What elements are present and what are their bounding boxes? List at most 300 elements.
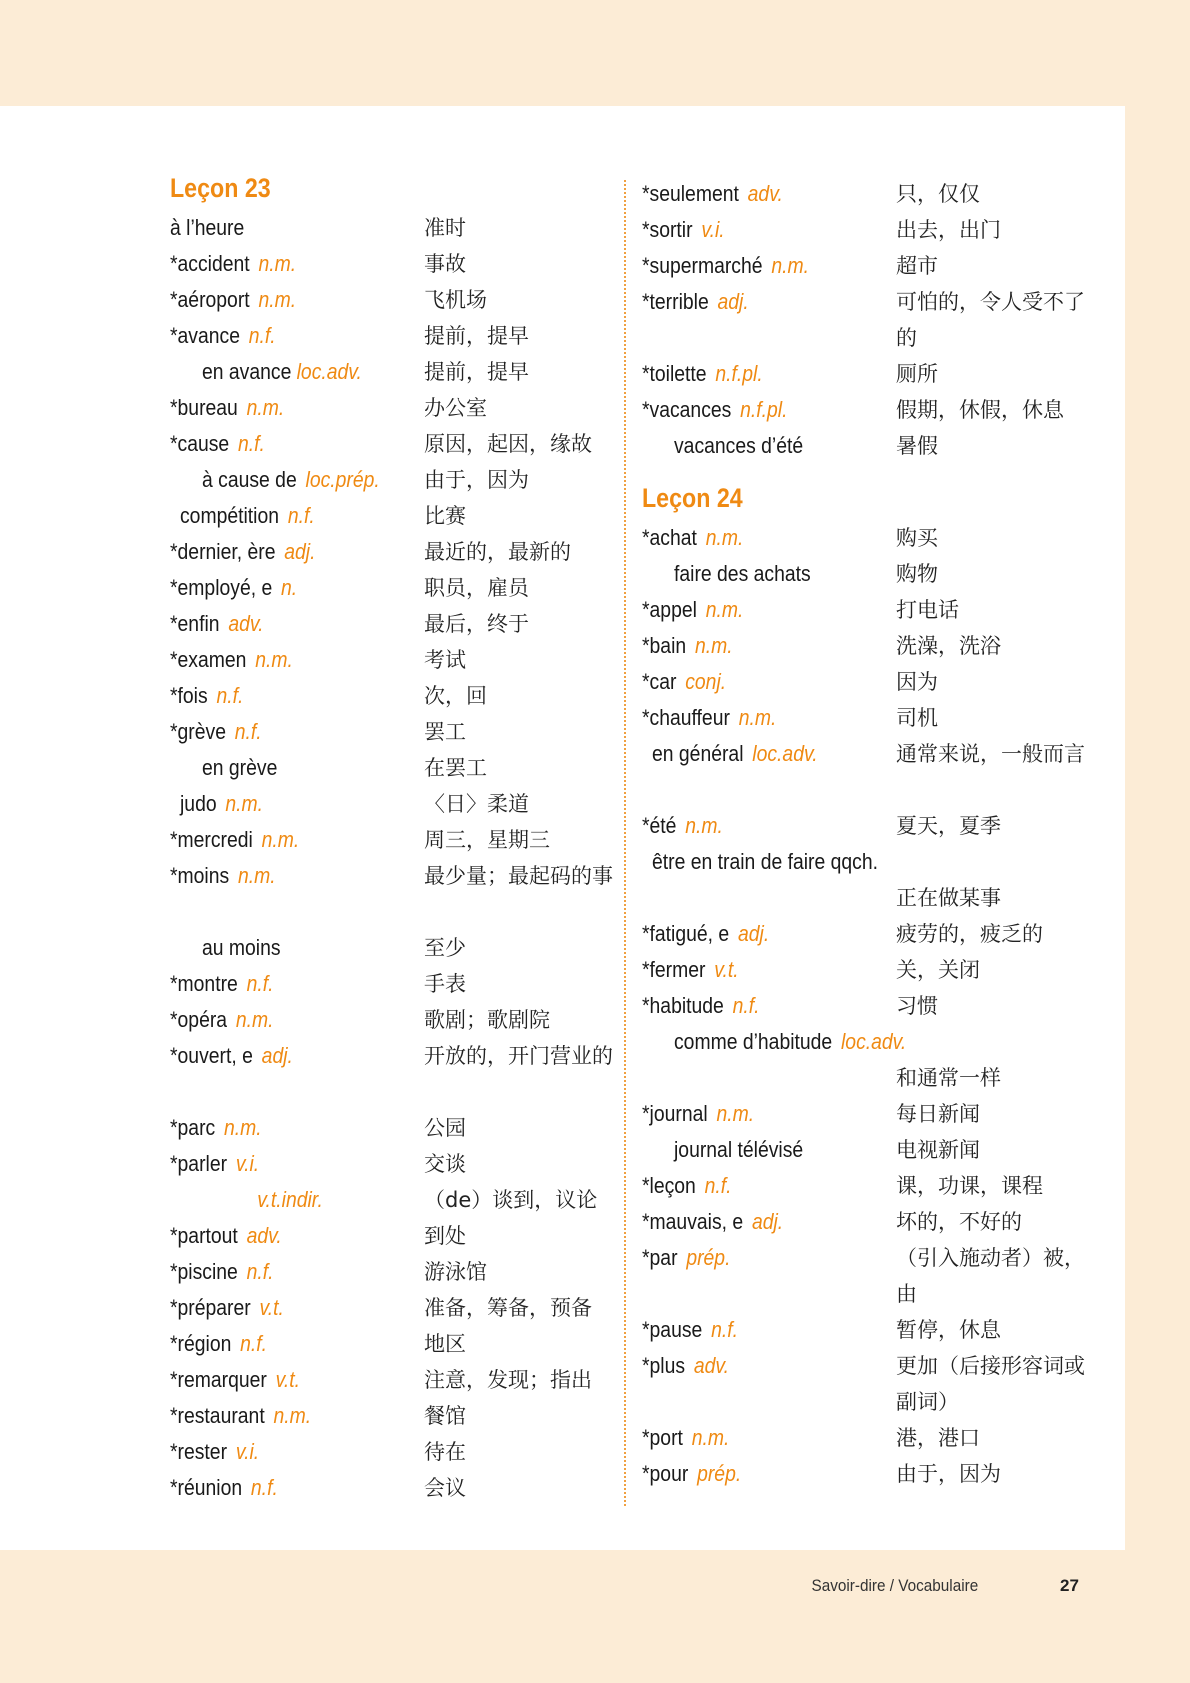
headword: *aéroport	[170, 287, 250, 312]
vocab-entry	[170, 606, 610, 642]
chinese-translation: 暑假	[896, 434, 938, 458]
footer-section-label: Savoir-dire / Vocabulaire	[811, 1576, 978, 1595]
chinese-translation: 最近的，最新的	[424, 540, 571, 564]
chinese-translation: 关，关闭	[896, 958, 980, 982]
vocab-entry	[170, 786, 610, 822]
vocab-entry	[642, 248, 1092, 284]
french-term	[642, 212, 725, 248]
vocab-entry	[642, 736, 1092, 808]
chinese-translation: 暂停，休息	[896, 1318, 1001, 1342]
chinese-translation: 只，仅仅	[896, 182, 980, 206]
chinese-translation: 歌剧；歌剧院	[424, 1008, 550, 1032]
grammar-tag: v.t.	[714, 957, 739, 982]
grammar-tag: v.t.	[259, 1295, 284, 1320]
grammar-tag: n.f.	[246, 1259, 274, 1284]
vocab-entry	[642, 664, 1092, 700]
grammar-tag: n.m.	[237, 863, 276, 888]
vocab-entry	[642, 392, 1092, 428]
chinese-translation: 超市	[896, 254, 938, 278]
grammar-tag: n.m.	[261, 827, 300, 852]
headword: *plus	[642, 1353, 686, 1378]
left-column	[170, 170, 613, 1506]
vocab-entry	[642, 700, 1092, 736]
chinese-translation: 至少	[424, 936, 466, 960]
grammar-tag: n.f.	[246, 971, 274, 996]
grammar-tag: adj.	[261, 1043, 293, 1068]
vocab-entry	[642, 844, 1092, 916]
headword: être en train de faire qqch.	[652, 849, 879, 874]
french-term	[170, 1146, 259, 1182]
grammar-tag: loc.prép.	[305, 467, 380, 492]
grammar-tag: n.m.	[705, 597, 744, 622]
headword: vacances d’été	[674, 433, 804, 458]
headword: en général	[652, 741, 744, 766]
headword: *avance	[170, 323, 240, 348]
vocab-entry	[170, 1398, 610, 1434]
chinese-translation: 洗澡，洗浴	[896, 634, 1001, 658]
grammar-tag: loc.adv.	[841, 1029, 907, 1054]
grammar-tag: adv.	[228, 611, 264, 636]
chinese-translation: 会议	[424, 1476, 466, 1500]
french-term	[170, 1218, 282, 1254]
headword: à l’heure	[170, 215, 245, 240]
grammar-tag: prép.	[686, 1245, 731, 1270]
chinese-translation: 最后，终于	[424, 612, 529, 636]
vocab-entry	[170, 930, 610, 966]
grammar-tag: v.t.	[275, 1367, 301, 1392]
grammar-tag: loc.adv.	[752, 741, 818, 766]
headword: *mauvais, e	[642, 1209, 744, 1234]
headword: *région	[170, 1331, 232, 1356]
headword: *appel	[642, 597, 697, 622]
french-term	[170, 1038, 293, 1074]
vocab-entry	[170, 858, 613, 930]
vocab-entry	[170, 1182, 610, 1218]
headword: *parler	[170, 1151, 228, 1176]
french-term	[642, 356, 763, 392]
chinese-translation: 〈日〉柔道	[424, 792, 529, 816]
grammar-tag: n.m.	[258, 287, 297, 312]
french-term	[642, 1240, 730, 1276]
headword: *restaurant	[170, 1403, 265, 1428]
headword: *partout	[170, 1223, 238, 1248]
chinese-translation: 由于，因为	[896, 1462, 1001, 1486]
french-term	[170, 678, 243, 714]
grammar-tag: v.t.indir.	[257, 1187, 323, 1212]
headword: *examen	[170, 647, 247, 672]
headword: *fois	[170, 683, 208, 708]
chinese-translation: 提前，提早	[424, 324, 529, 348]
french-term	[642, 664, 726, 700]
chinese-translation: 手表	[424, 972, 466, 996]
chinese-translation: 购买	[896, 526, 938, 550]
grammar-tag: v.i.	[235, 1151, 260, 1176]
chinese-translation: 办公室	[424, 396, 487, 420]
french-term	[642, 248, 809, 284]
french-term	[642, 952, 739, 988]
vocab-entry	[642, 1348, 1092, 1420]
headword: *chauffeur	[642, 705, 730, 730]
headword: *accident	[170, 251, 250, 276]
french-term	[642, 988, 760, 1024]
headword: *terrible	[642, 289, 709, 314]
french-term	[642, 592, 743, 628]
chinese-translation: 公园	[424, 1116, 466, 1140]
grammar-tag: adj.	[717, 289, 749, 314]
headword: *car	[642, 669, 677, 694]
grammar-tag: n.m.	[691, 1425, 730, 1450]
vocab-entry	[170, 1434, 610, 1470]
grammar-tag: n.f.pl.	[740, 397, 788, 422]
french-term	[642, 808, 723, 844]
french-term	[170, 714, 262, 750]
vocab-entry	[642, 1132, 1092, 1168]
french-term	[170, 642, 293, 678]
french-term	[170, 570, 297, 606]
chinese-translation: 每日新闻	[896, 1102, 980, 1126]
chinese-translation: 正在做某事	[896, 886, 1001, 910]
grammar-tag: v.i.	[235, 1439, 260, 1464]
french-term	[202, 354, 362, 390]
vocab-entry	[642, 1240, 1092, 1312]
headword: *supermarché	[642, 253, 763, 278]
chinese-translation: 假期，休假，休息	[896, 398, 1064, 422]
headword: *montre	[170, 971, 238, 996]
grammar-tag: adj.	[751, 1209, 784, 1234]
headword: *rester	[170, 1439, 228, 1464]
french-term	[170, 1470, 278, 1506]
vocab-entry	[170, 1326, 610, 1362]
vocab-entry	[170, 1290, 610, 1326]
vocab-entry	[170, 678, 610, 714]
french-term	[170, 534, 316, 570]
french-term	[642, 1348, 729, 1384]
vocab-entry	[642, 1420, 1092, 1456]
headword: *opéra	[170, 1007, 228, 1032]
chinese-translation: 港，港口	[896, 1426, 980, 1450]
vocab-entry	[170, 390, 610, 426]
chinese-translation: 周三，星期三	[424, 828, 550, 852]
headword: *habitude	[642, 993, 724, 1018]
headword: *bureau	[170, 395, 238, 420]
grammar-tag: n.f.	[250, 1475, 278, 1500]
french-term	[170, 426, 265, 462]
french-term	[642, 1204, 783, 1240]
grammar-tag: n.m.	[235, 1007, 274, 1032]
vocab-entry	[170, 426, 610, 462]
chinese-translation: 通常来说，一般而言	[896, 742, 1085, 766]
french-term	[170, 1362, 300, 1398]
vocab-entry	[642, 808, 1092, 844]
french-term	[642, 1096, 754, 1132]
french-term	[180, 498, 315, 534]
vocab-entry	[642, 916, 1092, 952]
grammar-tag: n.m.	[738, 705, 777, 730]
chinese-translation: 司机	[896, 706, 938, 730]
grammar-tag: n.f.	[238, 431, 265, 456]
french-term	[642, 1420, 729, 1456]
vocab-entry	[642, 1456, 1092, 1492]
chinese-translation: 职员，雇员	[424, 576, 529, 600]
french-term	[170, 606, 263, 642]
headword: faire des achats	[674, 561, 811, 586]
headword: *pour	[642, 1461, 689, 1486]
chinese-translation: 厕所	[896, 362, 938, 386]
vocab-entry	[642, 284, 1092, 356]
chinese-translation: （de）谈到，议论	[424, 1188, 598, 1212]
vocab-entry	[170, 282, 610, 318]
chinese-translation: 疲劳的，疲乏的	[896, 922, 1043, 946]
grammar-tag: n.m.	[694, 633, 733, 658]
chinese-translation: 最少量；最起码的事	[424, 864, 613, 888]
chinese-translation: 考试	[424, 648, 466, 672]
chinese-translation: 比赛	[424, 504, 466, 528]
vocab-entry	[170, 462, 610, 498]
vocab-entry	[642, 1024, 1092, 1096]
lesson-23-word-list-continued	[642, 176, 1092, 464]
french-term	[674, 428, 803, 464]
french-term	[642, 1456, 741, 1492]
headword: *préparer	[170, 1295, 251, 1320]
french-term	[642, 392, 787, 428]
vocab-entry	[642, 1204, 1092, 1240]
french-term	[170, 390, 284, 426]
grammar-tag: n.f.pl.	[715, 361, 763, 386]
headword: *cause	[170, 431, 230, 456]
vocab-entry	[170, 498, 610, 534]
vocab-entry	[642, 1168, 1092, 1204]
french-term	[170, 1290, 284, 1326]
french-term	[642, 176, 783, 212]
vocab-entry	[170, 1362, 610, 1398]
headword: *dernier, ère	[170, 539, 276, 564]
page-number: 27	[1060, 1576, 1079, 1595]
headword: *mercredi	[170, 827, 253, 852]
french-term	[642, 628, 733, 664]
chinese-translation: 次，回	[424, 684, 487, 708]
chinese-translation: 可怕的，令人受不了的	[896, 290, 1085, 350]
vocab-entry	[170, 246, 610, 282]
vocab-entry	[170, 354, 610, 390]
grammar-tag: n.m.	[258, 251, 297, 276]
chinese-translation: 提前，提早	[424, 360, 529, 384]
vocab-entry	[170, 1146, 610, 1182]
headword: *été	[642, 813, 677, 838]
chinese-translation: 餐馆	[424, 1404, 466, 1428]
vocab-entry	[642, 356, 1092, 392]
french-term	[202, 750, 277, 786]
french-term	[202, 930, 281, 966]
headword: *fatigué, e	[642, 921, 730, 946]
headword: *leçon	[642, 1173, 696, 1198]
grammar-tag: conj.	[685, 669, 727, 694]
headword: *vacances	[642, 397, 732, 422]
vocab-entry	[170, 1110, 610, 1146]
vocab-entry	[642, 952, 1092, 988]
vocab-entry	[170, 1470, 610, 1506]
chinese-translation: 更加（后接形容词或副词）	[896, 1354, 1085, 1414]
grammar-tag: n.m.	[771, 253, 809, 278]
grammar-tag: n.m.	[223, 1115, 262, 1140]
chinese-translation: 电视新闻	[896, 1138, 980, 1162]
french-term	[170, 210, 244, 246]
column-divider	[624, 180, 626, 1506]
vocab-entry	[170, 318, 610, 354]
vocab-entry	[170, 1002, 610, 1038]
vocab-entry	[642, 556, 1092, 592]
lesson-24-word-list	[642, 520, 1092, 1492]
headword: *journal	[642, 1101, 708, 1126]
vocab-entry	[642, 212, 1092, 248]
french-term	[170, 966, 274, 1002]
grammar-tag: n.f.	[287, 503, 315, 528]
vocab-entry	[170, 1038, 613, 1110]
vocab-entry	[170, 570, 610, 606]
grammar-tag: loc.adv.	[296, 359, 362, 384]
chinese-translation: 购物	[896, 562, 938, 586]
chinese-translation: 和通常一样	[896, 1066, 1001, 1090]
headword: journal télévisé	[674, 1137, 804, 1162]
french-term	[170, 1002, 274, 1038]
chinese-translation: 原因，起因，缘故	[424, 432, 592, 456]
right-column	[642, 176, 1092, 1492]
french-term	[170, 822, 299, 858]
grammar-tag: adv.	[246, 1223, 282, 1248]
headword: *bain	[642, 633, 687, 658]
headword: *achat	[642, 525, 697, 550]
vocab-entry	[170, 714, 610, 750]
grammar-tag: n.f.	[248, 323, 276, 348]
french-term	[170, 1254, 274, 1290]
chinese-translation: 由于，因为	[424, 468, 529, 492]
vocab-entry	[170, 750, 610, 786]
grammar-tag: adj.	[284, 539, 316, 564]
french-term	[170, 282, 296, 318]
grammar-tag: adv.	[693, 1353, 730, 1378]
vocab-entry	[642, 1312, 1092, 1348]
vocab-entry	[642, 1096, 1092, 1132]
headword: *ouvert, e	[170, 1043, 253, 1068]
headword: *toilette	[642, 361, 707, 386]
french-term	[170, 318, 276, 354]
headword: *pause	[642, 1317, 703, 1342]
french-term	[170, 1110, 262, 1146]
grammar-tag: v.i.	[701, 217, 725, 242]
vocab-entry	[642, 520, 1092, 556]
chinese-translation: 准时	[424, 216, 466, 240]
french-term	[674, 556, 811, 592]
lesson-24-title: Leçon 24	[642, 483, 743, 513]
chinese-translation: 注意，发现；指出	[424, 1368, 592, 1392]
headword: *enfin	[170, 611, 220, 636]
headword: judo	[180, 791, 217, 816]
grammar-tag: n.m.	[705, 525, 744, 550]
headword: *port	[642, 1425, 683, 1450]
vocab-entry	[642, 176, 1092, 212]
vocab-entry	[170, 1218, 610, 1254]
chinese-translation: 游泳馆	[424, 1260, 487, 1284]
headword: comme d’habitude	[674, 1029, 833, 1054]
vocab-entry	[170, 966, 610, 1002]
headword: au moins	[202, 935, 281, 960]
french-term	[642, 520, 743, 556]
vocab-entry	[642, 628, 1092, 664]
french-term	[170, 1398, 311, 1434]
french-term	[674, 1132, 803, 1168]
vocab-entry	[170, 1254, 610, 1290]
vocab-entry	[170, 210, 610, 246]
headword: *par	[642, 1245, 678, 1270]
headword: à cause de	[202, 467, 297, 492]
headword: *parc	[170, 1115, 216, 1140]
chinese-translation: 地区	[424, 1332, 466, 1356]
grammar-tag: n.f.	[240, 1331, 268, 1356]
chinese-translation: （引入施动者）被，由	[896, 1246, 1085, 1306]
french-term	[652, 844, 878, 880]
chinese-translation: 交谈	[424, 1152, 466, 1176]
french-term	[170, 1434, 259, 1470]
headword: *remarquer	[170, 1367, 267, 1392]
french-term	[170, 246, 296, 282]
chinese-translation: 打电话	[896, 598, 959, 622]
french-term	[674, 1024, 906, 1060]
chinese-translation: 习惯	[896, 994, 938, 1018]
grammar-tag: n.m.	[246, 395, 285, 420]
chinese-translation: 待在	[424, 1440, 466, 1464]
chinese-translation: 因为	[896, 670, 938, 694]
grammar-tag: adv.	[747, 181, 783, 206]
chinese-translation: 坏的，不好的	[896, 1210, 1022, 1234]
grammar-tag: adj.	[737, 921, 770, 946]
headword: *piscine	[170, 1259, 238, 1284]
grammar-tag: n.f.	[732, 993, 760, 1018]
chinese-translation: 开放的，开门营业的	[424, 1044, 613, 1068]
french-term	[170, 858, 276, 894]
headword: *réunion	[170, 1475, 243, 1500]
grammar-tag: n.m.	[685, 813, 723, 838]
chinese-translation: 夏天，夏季	[896, 814, 1001, 838]
french-term	[642, 916, 769, 952]
french-term	[652, 736, 818, 772]
grammar-tag: n.m.	[273, 1403, 312, 1428]
vocab-entry	[170, 534, 610, 570]
headword: *employé, e	[170, 575, 273, 600]
headword: *grève	[170, 719, 226, 744]
french-term	[170, 1326, 267, 1362]
grammar-tag: n.m.	[255, 647, 293, 672]
headword: *seulement	[642, 181, 739, 206]
grammar-tag: n.m.	[716, 1101, 755, 1126]
headword: en grève	[202, 755, 278, 780]
grammar-tag: n.f.	[711, 1317, 739, 1342]
chinese-translation: 出去，出门	[896, 218, 1001, 242]
chinese-translation: 在罢工	[424, 756, 487, 780]
grammar-tag: n.f.	[216, 683, 244, 708]
lesson-23-word-list	[170, 210, 613, 1506]
french-term	[642, 284, 749, 320]
french-term	[642, 1312, 738, 1348]
french-term	[252, 1182, 323, 1218]
vocab-entry	[642, 428, 1092, 464]
vocab-entry	[642, 988, 1092, 1024]
french-term	[202, 462, 380, 498]
headword: *sortir	[642, 217, 693, 242]
french-term	[180, 786, 263, 822]
headword: en avance	[202, 359, 292, 384]
chinese-translation: 罢工	[424, 720, 466, 744]
headword: compétition	[180, 503, 280, 528]
grammar-tag: n.f.	[234, 719, 262, 744]
